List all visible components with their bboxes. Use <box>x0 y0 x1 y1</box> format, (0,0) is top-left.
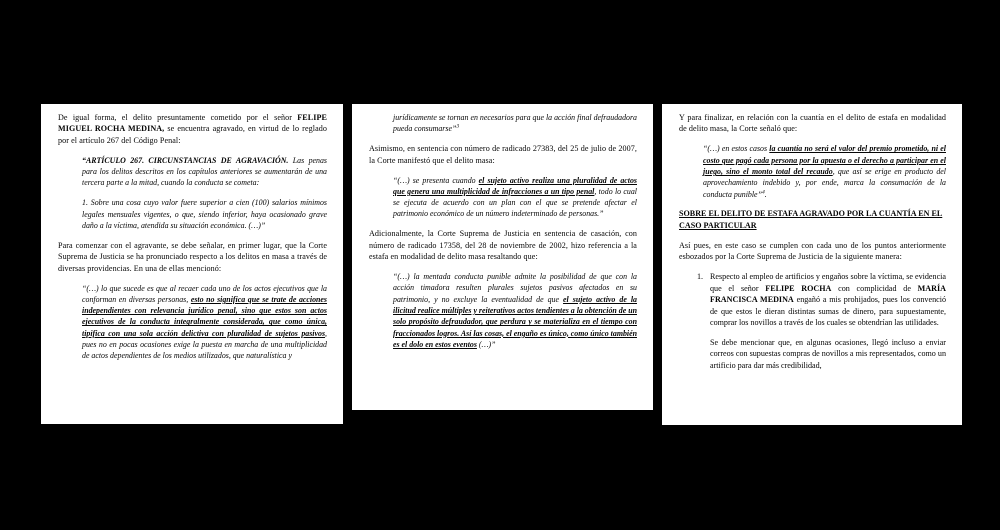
paragraph: Asimismo, en sentencia con número de radicado 27383, del 25 de julio de 2007, la Corte manifestó que el delito masa: <box>369 144 637 165</box>
pages-strip <box>41 104 962 424</box>
block-quote: “ARTÍCULO 267. CIRCUNSTANCIAS DE AGRAVACIÓN. Las penas para los delitos descritos en los capítulos anteriores se aumentarán de una tercera parte a la mitad, cuando la conducta se cometa: <box>82 155 327 188</box>
section-heading: SOBRE EL DELITO DE ESTAFA AGRAVADO POR LA CUANTÍA EN EL CASO PARTICULAR <box>679 209 943 230</box>
block-quote: “(…) en estos casos la cuantía no será el valor del premio prometido, ni el costo que pagó cada persona por la apuesta o el derecho a participar en el juego, sino el monto total del recaudo, que así se erige en producto del aprovechamiento indebido y, por ende, marca la consumación de la conducta punible”$^4$. <box>703 144 946 199</box>
block-quote: jurídicamente se tornan en necesarios para que la acción final defraudadora pueda consumarse”$^3$ <box>393 113 637 134</box>
list-item-text: Respecto al empleo de artificios y engaños sobre la víctima, se evidencia que el señor FELIPE ROCHA con complicidad de MARÍA FRANCISCA MEDINA engañó a mis prohijados, pues los convenció de que estos le dieran distintas sumas de dinero, para supuestamente, comprar los novillos a través de los cuales se obtendrían las utilidades. <box>710 272 946 327</box>
block-quote: “(…) lo que sucede es que al recaer cada uno de los actos ejecutivos que la conforman en diversas personas, esto no significa que se trate de acciones independientes con relevancia jurídico penal, sino que estos son actos ejecutivos de la conducta integralmente considerada, que como única, tipifica con una sola acción delictiva con pluralidad de sujetos pasivos, pues no en pocas ocasiones exige la puesta en marcha de una multiplicidad de actos dependientes de los medios utilizados, que naturalística y <box>82 283 328 361</box>
document-page-2[interactable] <box>352 104 653 410</box>
block-quote: 1. Sobre una cosa cuyo valor fuere superior a cien (100) salarios mínimos legales mensuales vigentes, o que, siendo inferior, haya ocasionado grave daño a la víctima, atendida su situación económica. (…)” <box>82 198 327 230</box>
block-quote: “(…) se presenta cuando el sujeto activo realiza una pluralidad de actos que genera una multiplicidad de infracciones a un tipo penal, todo lo cual se ejecuta de acuerdo con un plan con el que se pretende afectar el patrimonio económico de un número indeterminado de personas.” <box>393 175 637 219</box>
block-quote: “(…) la mentada conducta punible admite la posibilidad de que con la acción timadora resulten plurales sujetos pasivos afectados en su patrimonio, y no excluye la eventualidad de que el sujeto activo de la ilicitud realice múltiples y reiterativos actos tendientes a la obtención de un solo propósito defraudador, que perdura y se materializa en el tiempo con fraccionados logros. Así las cosas, el engaño es único, como único también es el dolo en estos eventos (…)” <box>393 272 637 349</box>
paragraph: Adicionalmente, la Corte Suprema de Justicia en sentencia de casación, con número de radicado 17358, del 28 de noviembre de 2002, hizo referencia a la estafa en modalidad de delito masa resaltando que: <box>369 229 637 262</box>
paragraph: Y para finalizar, en relación con la cuantía en el delito de estafa en modalidad de delito masa, la Corte señaló que: <box>679 113 946 134</box>
paragraph: Así pues, en este caso se cumplen con cada uno de los puntos anteriormente esbozados por la Corte Suprema de Justicia de la siguiente manera: <box>679 240 946 262</box>
list-item-marker: 1. <box>697 272 704 282</box>
numbered-list <box>679 271 946 371</box>
paragraph: De igual forma, el delito presuntamente cometido por el señor FELIPE MIGUEL ROCHA MEDINA, se encuentra agravado, en virtud de lo reglado por el artículo 267 del Código Penal: <box>58 113 327 145</box>
list-item <box>697 271 946 371</box>
document-page-1[interactable] <box>41 104 343 424</box>
document-page-3[interactable] <box>662 104 962 425</box>
paragraph: Para comenzar con el agravante, se debe señalar, en primer lugar, que la Corte Suprema de Justicia se ha pronunciado respecto a los delitos en masa a través de diversas providencias. En una de ellas mencionó: <box>58 240 327 273</box>
list-item-continuation: Se debe mencionar que, en algunas ocasiones, llegó incluso a enviar correos con supuestas compras de novillos a mis representados, como un artificio para dar más credibilidad, <box>710 337 946 370</box>
